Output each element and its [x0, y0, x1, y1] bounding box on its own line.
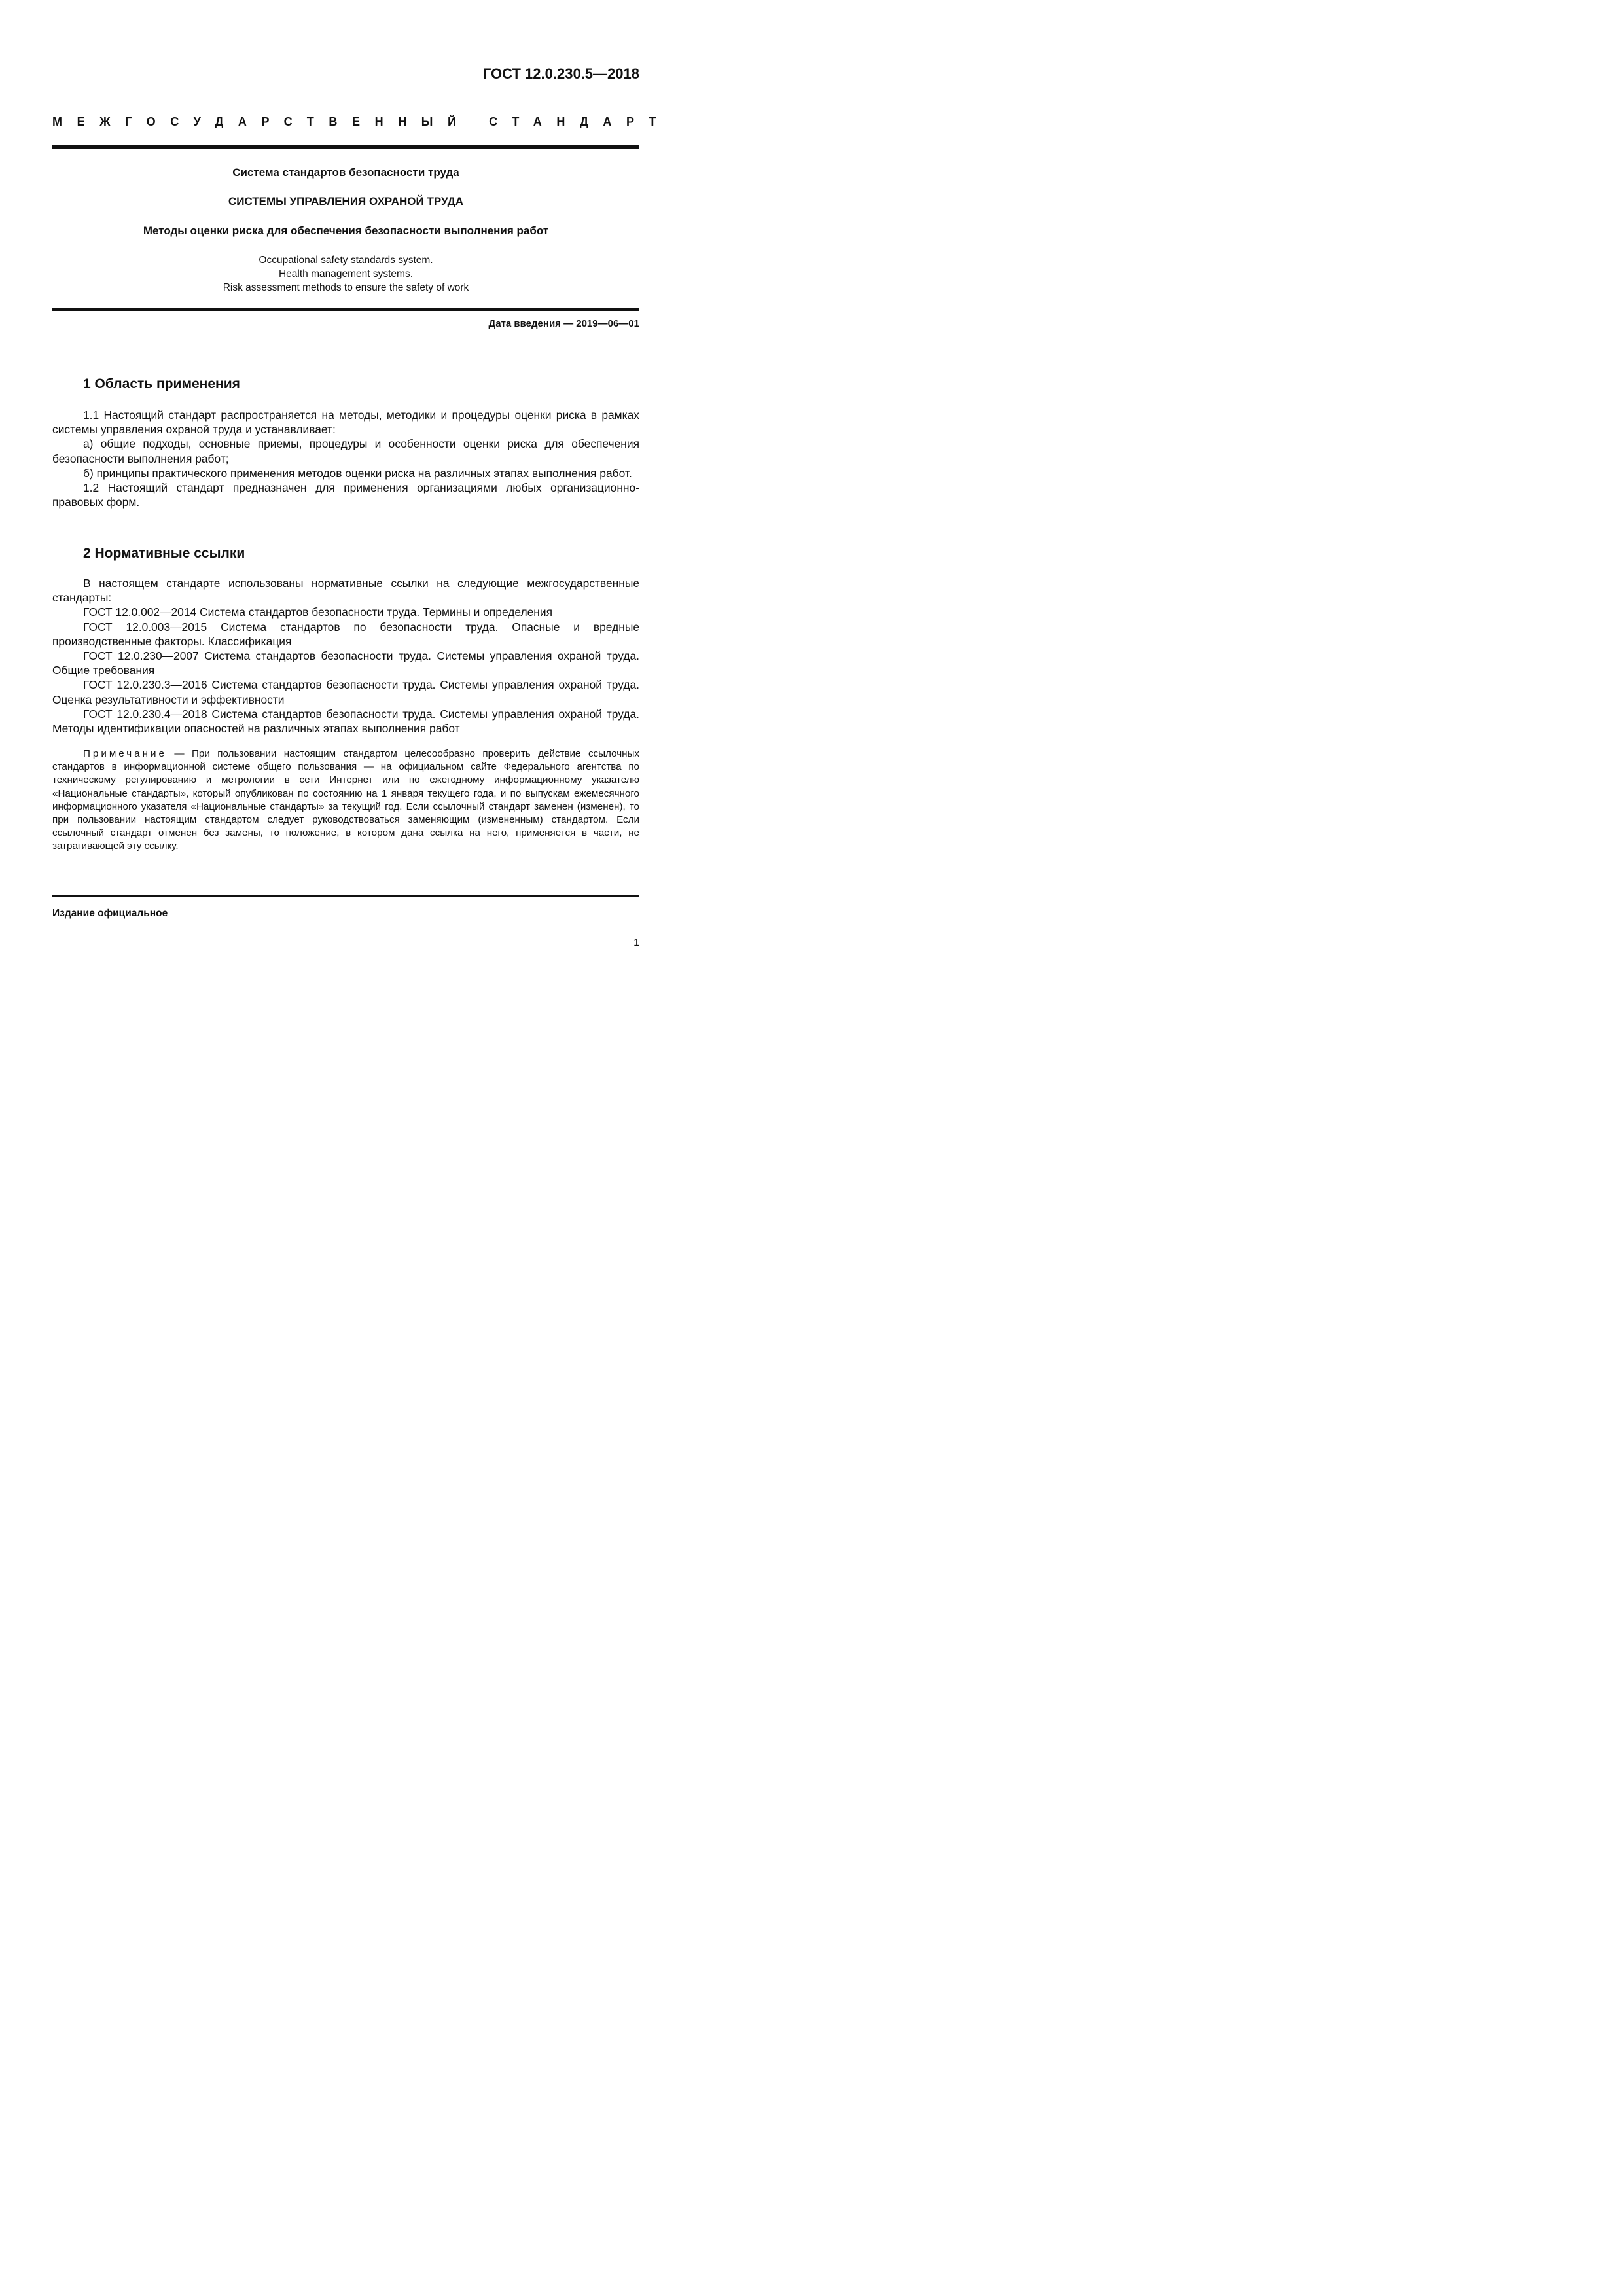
reference-item: ГОСТ 12.0.002—2014 Система стандартов безопасности труда. Термины и определения	[83, 605, 553, 619]
edition-label: Издание официальное	[52, 908, 168, 919]
section-2-body	[52, 576, 639, 736]
page-number: 1	[633, 937, 639, 948]
note	[52, 747, 639, 853]
title-sub: Методы оценки риска для обеспечения безопасности выполнения работ	[143, 224, 549, 237]
section-1-heading: 1 Область применения	[83, 376, 240, 391]
paragraph: 1.2 Настоящий стандарт предназначен для применения организациями любых организационно-правовых форм.	[52, 481, 639, 509]
paragraph: 1.1 Настоящий стандарт распространяется на методы, методики и процедуры оценки риска в рамках системы управления охраной труда и устанавливает:	[52, 408, 639, 437]
reference-item: ГОСТ 12.0.230.3—2016 Система стандартов безопасности труда. Системы управления охраной труда. Оценка результативности и эффективности	[52, 678, 639, 706]
paragraph: а) общие подходы, основные приемы, процедуры и особенности оценки риска для обеспечения безопасности выполнения работ;	[52, 437, 639, 465]
reference-item: ГОСТ 12.0.003—2015 Система стандартов по безопасности труда. Опасные и вредные производственные факторы. Классификация	[52, 620, 639, 648]
english-title-line-3: Risk assessment methods to ensure the safety of work	[223, 282, 469, 293]
introduction-date: Дата введения — 2019—06—01	[488, 318, 639, 329]
section-2-heading: 2 Нормативные ссылки	[83, 546, 245, 561]
title-system: Система стандартов безопасности труда	[232, 166, 459, 179]
title-main: СИСТЕМЫ УПРАВЛЕНИЯ ОХРАНОЙ ТРУДА	[228, 195, 464, 207]
footer-rule	[52, 895, 639, 897]
english-title-line-2: Health management systems.	[278, 268, 414, 279]
header-rule	[52, 145, 639, 149]
reference-item: ГОСТ 12.0.230.4—2018 Система стандартов безопасности труда. Системы управления охраной труда. Методы идентификации опасностей на различных этапах выполнения работ	[52, 707, 639, 736]
title-rule	[52, 308, 639, 311]
english-title-line-1: Occupational safety standards system.	[259, 255, 433, 266]
note-label: Примечание	[83, 748, 167, 759]
document-code: ГОСТ 12.0.230.5—2018	[482, 65, 639, 82]
section-1-body	[52, 408, 639, 509]
english-title	[52, 253, 639, 295]
paragraph: б) принципы практического применения методов оценки риска на различных этапах выполнения работ.	[83, 466, 632, 480]
interstate-standard-banner: МЕЖГОСУДАРСТВЕННЫЙ СТАНДАРТ	[52, 115, 671, 128]
reference-item: ГОСТ 12.0.230—2007 Система стандартов безопасности труда. Системы управления охраной труда. Общие требования	[52, 649, 639, 677]
note-text: — При пользовании настоящим стандартом целесообразно проверить действие ссылочных стандартов в информационной системе общего пользования — на официальном сайте Федерального агентства по техническому регулированию и метрологии в сети Интернет или по ежегодному информационному указателю «Национальные стандарты», который опубликован по состоянию на 1 января текущего года, и по выпускам ежемесячного информационного указателя «Национальные стандарты» за текущий год. Если ссылочный стандарт заменен (изменен), то при пользовании настоящим стандартом следует руководствоваться заменяющим (измененным) стандартом. Если ссылочный стандарт отменен без замены, то положение, в котором дана ссылка на него, применяется в части, не затрагивающей эту ссылку.	[52, 748, 639, 852]
paragraph: В настоящем стандарте использованы нормативные ссылки на следующие межгосударственные стандарты:	[52, 577, 639, 605]
